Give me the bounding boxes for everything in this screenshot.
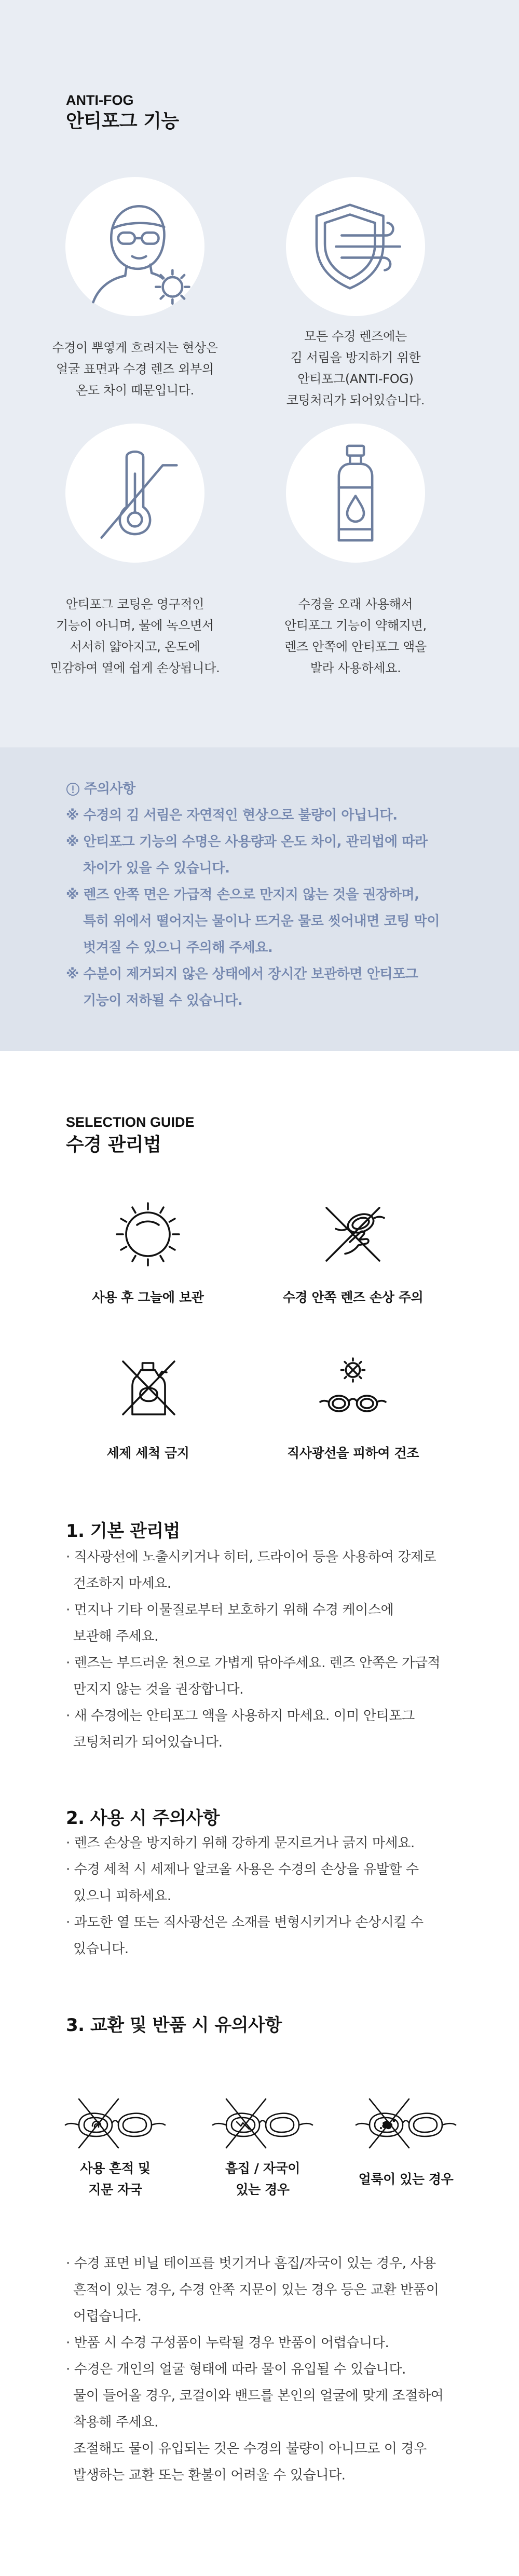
return-case-line: 흠집 / 자국이 [225, 2161, 301, 2176]
no-touch-lens-icon [314, 1195, 392, 1273]
caption-line: 안티포그(ANTI-FOG) [297, 372, 414, 386]
list-item-continued: 보관해 주세요. [73, 1629, 159, 1644]
return-case-line: 있는 경우 [236, 2182, 290, 2197]
caution-line: ※ 렌즈 안쪽 면은 가급적 손으로 만지지 않는 것을 권장하며, [66, 887, 419, 903]
return-case-label [43, 2158, 188, 2200]
list-item: · 직사광선에 노출시키거나 히터, 드라이어 등을 사용하여 강제로 [66, 1549, 436, 1565]
guide-title: 수경 관리법 [66, 1134, 161, 1155]
caption-line: 기능이 아니며, 물에 녹으면서 [56, 618, 214, 633]
caution-line: 특히 위에서 떨어지는 물이나 뜨거운 물로 씻어내면 코팅 막이 [83, 914, 440, 929]
usage-cautions-heading: 2. 사용 시 주의사항 [66, 1808, 220, 1829]
thermometer-icon [65, 424, 204, 563]
list-item: · 렌즈 손상을 방지하기 위해 강하게 문지르거나 긁지 마세요. [66, 1835, 415, 1851]
scratched-goggles-icon [211, 2092, 315, 2154]
antifog-feature-caption [21, 594, 249, 679]
guide-tip-label: 수경 안쪽 렌즈 손상 주의 [282, 1290, 424, 1305]
caption-line: 수경이 뿌옇게 흐려지는 현상은 [52, 340, 218, 355]
caption-line: 수경을 오래 사용해서 [298, 597, 413, 611]
caption-line: 얼굴 표면과 수경 렌즈 외부의 [56, 362, 214, 376]
list-item: · 렌즈는 부드러운 천으로 가볍게 닦아주세요. 렌즈 안쪽은 가급적 [66, 1655, 441, 1671]
caution-notes [66, 776, 440, 1014]
guide-tip-label: 세제 세척 금지 [106, 1446, 189, 1461]
basic-care-heading: 1. 기본 관리법 [66, 1521, 180, 1542]
caption-line: 발라 사용하세요. [310, 661, 401, 675]
caution-line: 차이가 있을 수 있습니다. [83, 861, 230, 876]
antifog-eyebrow: ANTI-FOG [66, 92, 134, 108]
caption-line: 온도 차이 때문입니다. [76, 383, 194, 398]
list-item: · 과도한 열 또는 직사광선은 소재를 변형시키거나 손상시킬 수 [66, 1915, 424, 1930]
returns-heading: 3. 교환 및 반품 시 유의사항 [66, 2015, 282, 2036]
shield-wind-icon [286, 177, 425, 316]
list-item: · 반품 시 수경 구성품이 누락될 경우 반품이 어렵습니다. [66, 2335, 389, 2351]
list-item-continued: 건조하지 마세요. [73, 1576, 171, 1591]
list-item: · 수경은 개인의 얼굴 형태에 따라 물이 유입될 수 있습니다. [66, 2362, 406, 2377]
return-case-line: 얼룩이 있는 경우 [358, 2171, 454, 2187]
list-item-continued: 있으니 피하세요. [73, 1888, 171, 1904]
caution-line: ※ 수분이 제거되지 않은 상태에서 장시간 보관하면 안티포그 [66, 966, 418, 982]
return-case-label [190, 2158, 335, 2200]
caption-line: 안티포그 기능이 약해지면, [284, 618, 427, 633]
caption-line: 모든 수경 렌즈에는 [304, 329, 407, 344]
caption-line: 서서히 얇아지고, 온도에 [70, 639, 200, 654]
caution-line: 벗겨질 수 있으니 주의해 주세요. [83, 940, 273, 956]
no-detergent-icon [109, 1349, 187, 1427]
antifog-feature-caption [241, 594, 470, 679]
caption-line: 김 서림을 방지하기 위한 [290, 350, 421, 365]
antifog-feature-caption [21, 337, 249, 401]
alert-circle-icon [66, 782, 80, 796]
basic-care-list [66, 1544, 440, 1756]
usage-cautions-list [66, 1830, 424, 1962]
caption-line: 안티포그 코팅은 영구적인 [65, 597, 204, 611]
return-case-label [333, 2158, 479, 2200]
return-case-line: 지문 자국 [88, 2182, 142, 2197]
antifog-feature-caption [241, 326, 470, 411]
list-item-continued: 발생하는 교환 또는 환불이 어려울 수 있습니다. [73, 2468, 346, 2483]
caution-line: ※ 수경의 김 서림은 자연적인 현상으로 불량이 아닙니다. [66, 808, 398, 823]
list-item-continued: 어렵습니다. [73, 2309, 142, 2324]
caption-line: 렌즈 안쪽에 안티포그 액을 [284, 639, 427, 654]
guide-tip-label: 사용 후 그늘에 보관 [92, 1290, 204, 1305]
list-item-continued: 있습니다. [73, 1941, 129, 1957]
list-item-continued: 만지지 않는 것을 권장합니다. [73, 1682, 244, 1697]
guide-eyebrow: SELECTION GUIDE [66, 1114, 195, 1130]
caution-heading [66, 776, 440, 802]
list-item: · 새 수경에는 안티포그 액을 사용하지 마세요. 이미 안티포그 [66, 1708, 415, 1724]
antifog-title: 안티포그 기능 [66, 111, 179, 132]
caution-title: 주의사항 [84, 781, 135, 797]
returns-list [66, 2251, 443, 2489]
shade-sun-icon [109, 1195, 187, 1273]
list-item-continued: 물이 들어올 경우, 코걸이와 밴드를 본인의 얼굴에 맞게 조절하여 [73, 2388, 444, 2404]
caption-line: 민감하여 열에 쉽게 손상됩니다. [50, 661, 220, 675]
list-item-continued: 조절해도 물이 유입되는 것은 수경의 불량이 아니므로 이 경우 [73, 2441, 427, 2457]
caption-line: 코팅처리가 되어있습니다. [286, 393, 425, 407]
antifog-bottle-icon [286, 424, 425, 563]
list-item-continued: 코팅처리가 되어있습니다. [73, 1735, 223, 1750]
list-item: · 먼지나 기타 이물질로부터 보호하기 위해 수경 케이스에 [66, 1602, 394, 1618]
sun-goggles-icon [314, 1349, 392, 1427]
guide-tip-label: 직사광선을 피하여 건조 [286, 1446, 419, 1461]
swimmer-goggles-sun-icon [65, 177, 204, 316]
list-item: · 수경 세척 시 세제나 알코올 사용은 수경의 손상을 유발할 수 [66, 1862, 419, 1877]
fingerprint-goggles-icon [63, 2092, 167, 2154]
caution-line: 기능이 저하될 수 있습니다. [83, 993, 243, 1008]
return-case-line: 사용 흔적 및 [80, 2161, 151, 2176]
list-item: · 수경 표면 비닐 테이프를 벗기거나 흠집/자국이 있는 경우, 사용 [66, 2256, 436, 2271]
stained-goggles-icon [354, 2092, 458, 2154]
list-item-continued: 흔적이 있는 경우, 수경 안쪽 지문이 있는 경우 등은 교환 반품이 [73, 2282, 439, 2298]
list-item-continued: 착용해 주세요. [73, 2415, 159, 2430]
caution-line: ※ 안티포그 기능의 수명은 사용량과 온도 차이, 관리법에 따라 [66, 834, 428, 850]
